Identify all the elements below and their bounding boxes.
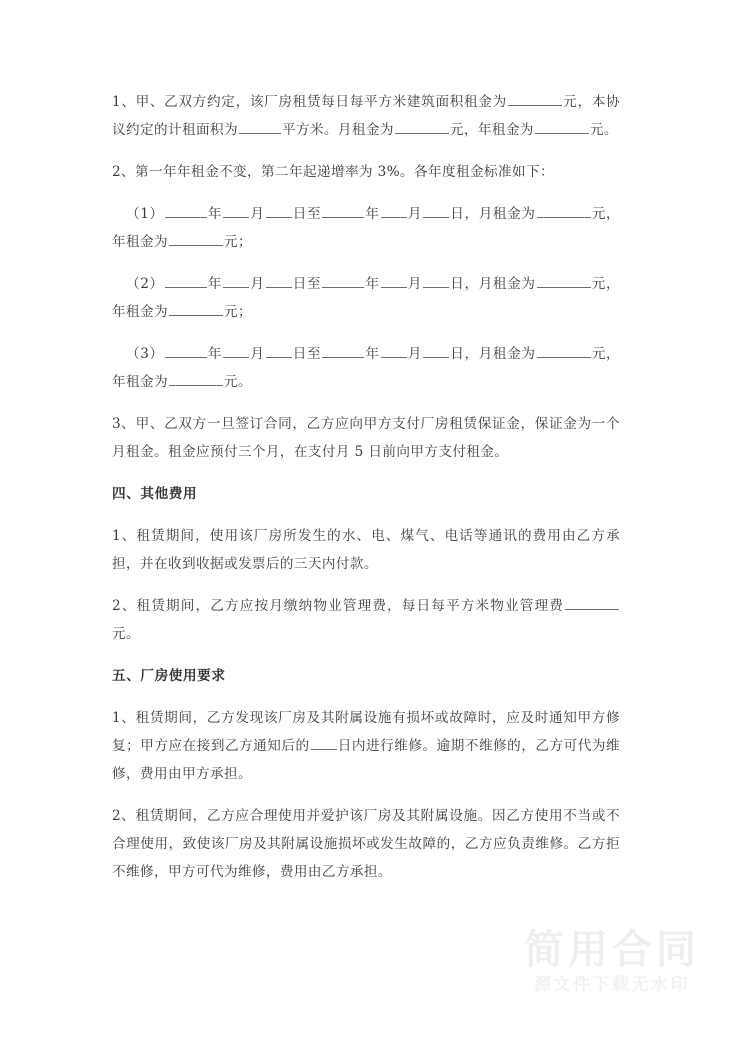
paragraph: 2、租赁期间，乙方应按月缴纳物业管理费，每日每平方米物业管理费元。 <box>112 592 620 648</box>
paragraph: 1、租赁期间，乙方发现该厂房及其附属设施有损坏或故障时，应及时通知甲方修复；甲方应在接到乙方通知后的 日内进行维修。逾期不维修的，乙方可代为维修，费用由甲方承担。 <box>112 710 621 782</box>
fill-in-blank[interactable] <box>311 737 337 751</box>
paragraph: （3） 年 月 日至 年 月 日，月租金为 元，年租金为 元。 <box>112 346 620 390</box>
fill-in-blank[interactable] <box>165 275 207 289</box>
paragraph: 3、甲、乙双方一旦签订合同，乙方应向甲方支付厂房租赁保证金，保证金为一个月租金。租金应预付三个月，在支付月 5 日前向甲方支付租金。 <box>112 416 620 460</box>
fill-in-blank[interactable] <box>537 205 591 219</box>
paragraph: 1、租赁期间，使用该厂房所发生的水、电、煤气、电话等通讯的费用由乙方承担，并在收到收据或发票后的三天内付款。 <box>112 528 620 572</box>
paragraph: 1、甲、乙双方约定，该厂房租赁每日每平方米建筑面积租金为 元，本协议约定的计租面积为 平方米。月租金为 元，年租金为 元。 <box>112 94 620 138</box>
watermark-tagline: 源文件下载无水印 <box>534 975 690 996</box>
fill-in-blank[interactable] <box>169 303 223 317</box>
paragraph: （1） 年 月 日至 年 月 日，月租金为 元，年租金为 元； <box>112 206 620 250</box>
fill-in-blank[interactable] <box>381 205 407 219</box>
fill-in-blank[interactable] <box>322 345 364 359</box>
paragraph: （2） 年 月 日至 年 月 日，月租金为 元，年租金为 元； <box>112 276 620 320</box>
watermark <box>524 927 700 997</box>
document-body <box>112 88 620 886</box>
fill-in-blank[interactable] <box>223 205 249 219</box>
fill-in-blank[interactable] <box>423 205 449 219</box>
paragraph: 2、租赁期间，乙方应合理使用并爱护该厂房及其附属设施。因乙方使用不当或不合理使用，致使该厂房及其附属设施损坏或发生故障的，乙方应负责维修。乙方拒不维修，甲方可代为维修，费用由乙方承担。 <box>112 808 620 880</box>
fill-in-blank[interactable] <box>165 345 207 359</box>
fill-in-blank[interactable] <box>169 373 223 387</box>
paragraph: 2、第一年年租金不变，第二年起递增率为 3%。各年度租金标准如下： <box>112 164 554 180</box>
fill-in-blank[interactable] <box>537 345 591 359</box>
fill-in-blank[interactable] <box>239 121 281 135</box>
fill-in-blank[interactable] <box>381 275 407 289</box>
fill-in-blank[interactable] <box>381 345 407 359</box>
fill-in-blank[interactable] <box>266 275 292 289</box>
fill-in-blank[interactable] <box>223 275 249 289</box>
fill-in-blank[interactable] <box>223 345 249 359</box>
fill-in-blank[interactable] <box>266 205 292 219</box>
fill-in-blank[interactable] <box>423 345 449 359</box>
fill-in-blank[interactable] <box>537 275 591 289</box>
fill-in-blank[interactable] <box>508 93 562 107</box>
section-heading: 四、其他费用 <box>112 486 198 502</box>
fill-in-blank[interactable] <box>266 345 292 359</box>
fill-in-blank[interactable] <box>565 597 619 611</box>
section-heading: 五、厂房使用要求 <box>112 668 226 684</box>
fill-in-blank[interactable] <box>535 121 589 135</box>
fill-in-blank[interactable] <box>322 205 364 219</box>
fill-in-blank[interactable] <box>423 275 449 289</box>
fill-in-blank[interactable] <box>395 121 449 135</box>
fill-in-blank[interactable] <box>322 275 364 289</box>
watermark-brand: 简用合同 <box>524 926 700 973</box>
fill-in-blank[interactable] <box>165 205 207 219</box>
fill-in-blank[interactable] <box>169 233 223 247</box>
